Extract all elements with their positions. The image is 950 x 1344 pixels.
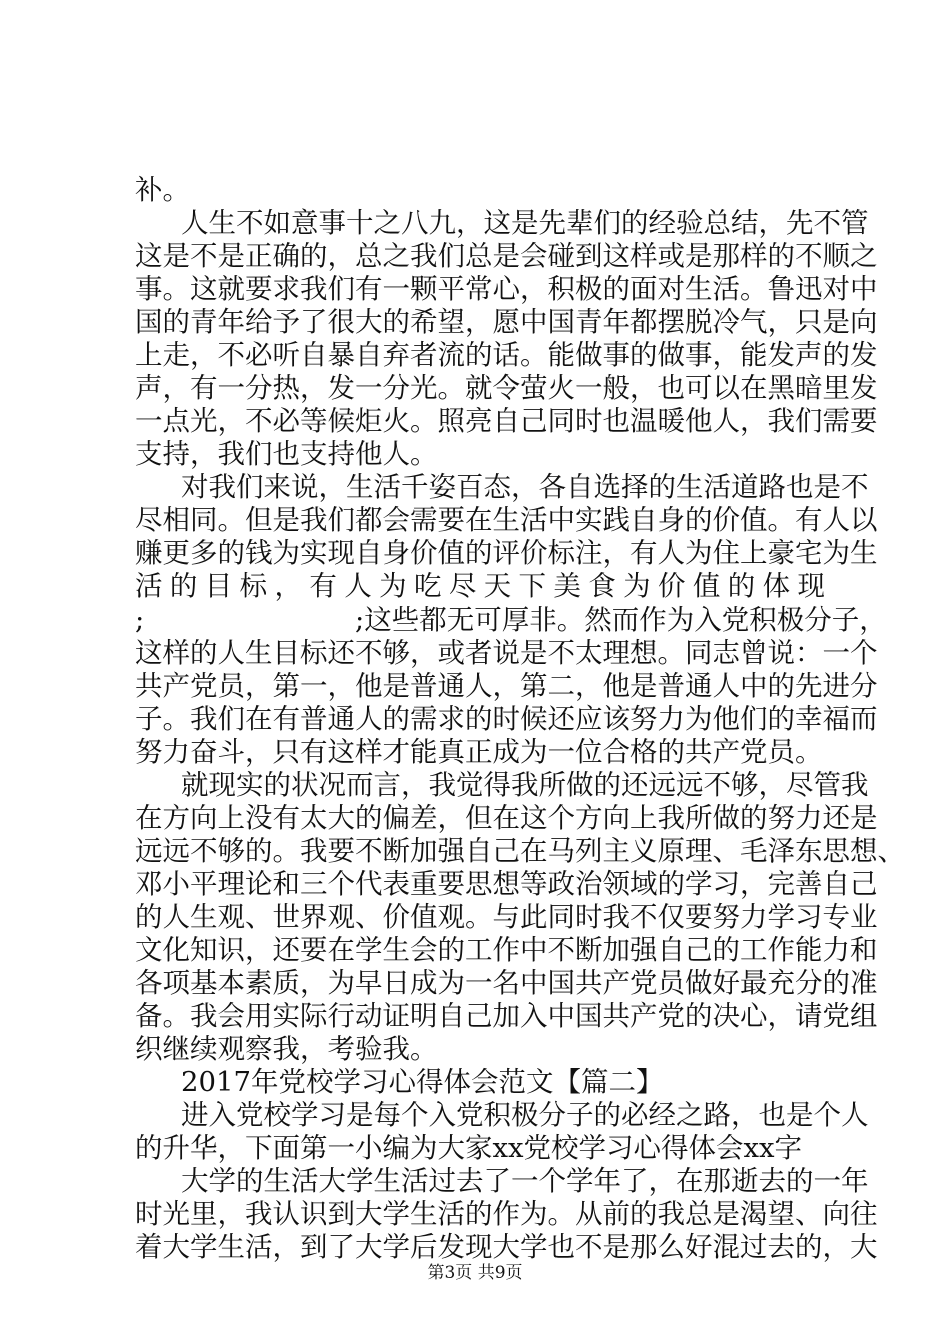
text-line: 在方向上没有太大的偏差，但在这个方向上我所做的努力还是 [135, 802, 878, 834]
text-line: ;这些都无可厚非。然而作为入党积极分子， [355, 604, 887, 636]
text-line: 这样的人生目标还不够，或者说是不太理想。同志曾说：一个 [135, 637, 878, 669]
text-line: 赚更多的钱为实现自身价值的评价标注，有人为住上豪宅为生 [135, 537, 878, 569]
text-line: 文化知识，还要在学生会的工作中不断加强自己的工作能力和 [135, 934, 878, 966]
text-line: 尽相同。但是我们都会需要在生活中实践自身的价值。有人以 [135, 504, 878, 536]
text-line: 时光里，我认识到大学生活的作为。从前的我总是渴望、向往 [135, 1198, 878, 1230]
text-line: 人生不如意事十之八九，这是先辈们的经验总结，先不管 [181, 207, 869, 239]
text-line: 就现实的状况而言，我觉得我所做的还远远不够，尽管我 [181, 769, 869, 801]
text-line: 对我们来说，生活千姿百态，各自选择的生活道路也是不 [181, 471, 869, 503]
text-line: 上走，不必听自暴自弃者流的话。能做事的做事，能发声的发 [135, 339, 878, 371]
text-line: 各项基本素质，为早日成为一名中国共产党员做好最充分的准 [135, 967, 878, 999]
text-line: 进入党校学习是每个入党积极分子的必经之路，也是个人 [181, 1099, 869, 1131]
text-line: 支持，我们也支持他人。 [135, 438, 438, 470]
text-line: 备。我会用实际行动证明自己加入中国共产党的决心，请党组 [135, 1000, 878, 1032]
text-line: 的人生观、世界观、价值观。与此同时我不仅要努力学习专业 [135, 901, 878, 933]
section-heading: 2017年党校学习心得体会范文【篇二】 [181, 1066, 664, 1098]
text-line: 远远不够的。我要不断加强自己在马列主义原理、毛泽东思想、 [135, 835, 905, 867]
text-line: 一点光，不必等候炬火。照亮自己同时也温暖他人，我们需要 [135, 405, 878, 437]
page-number-footer: 第3页 共9页 [427, 1263, 523, 1283]
text-line: 声，有一分热，发一分光。就令萤火一般，也可以在黑暗里发 [135, 372, 878, 404]
text-line: 事。这就要求我们有一颗平常心，积极的面对生活。鲁迅对中 [135, 273, 878, 305]
text-line: 的升华，下面第一小编为大家xx党校学习心得体会xx字 [135, 1132, 803, 1164]
text-line: 这是不是正确的，总之我们总是会碰到这样或是那样的不顺之 [135, 240, 878, 272]
text-line: 国的青年给予了很大的希望，愿中国青年都摆脱冷气，只是向 [135, 306, 878, 338]
text-line: 织继续观察我，考验我。 [135, 1033, 438, 1065]
text-line: ; [135, 604, 145, 636]
text-line: 补。 [135, 174, 190, 206]
text-line: 子。我们在有普通人的需求的时候还应该努力为他们的幸福而 [135, 703, 878, 735]
text-line: 共产党员，第一，他是普通人，第二，他是普通人中的先进分 [135, 670, 878, 702]
text-line: 努力奋斗，只有这样才能真正成为一位合格的共产党员。 [135, 736, 823, 768]
text-line: 邓小平理论和三个代表重要思想等政治领域的学习，完善自己 [135, 868, 878, 900]
text-line: 大学的生活大学生活过去了一个学年了，在那逝去的一年 [181, 1165, 869, 1197]
text-line: 着大学生活，到了大学后发现大学也不是那么好混过去的，大 [135, 1231, 878, 1263]
text-line: 活的目标，有人为吃尽天下美食为价值的体现 [135, 570, 825, 602]
